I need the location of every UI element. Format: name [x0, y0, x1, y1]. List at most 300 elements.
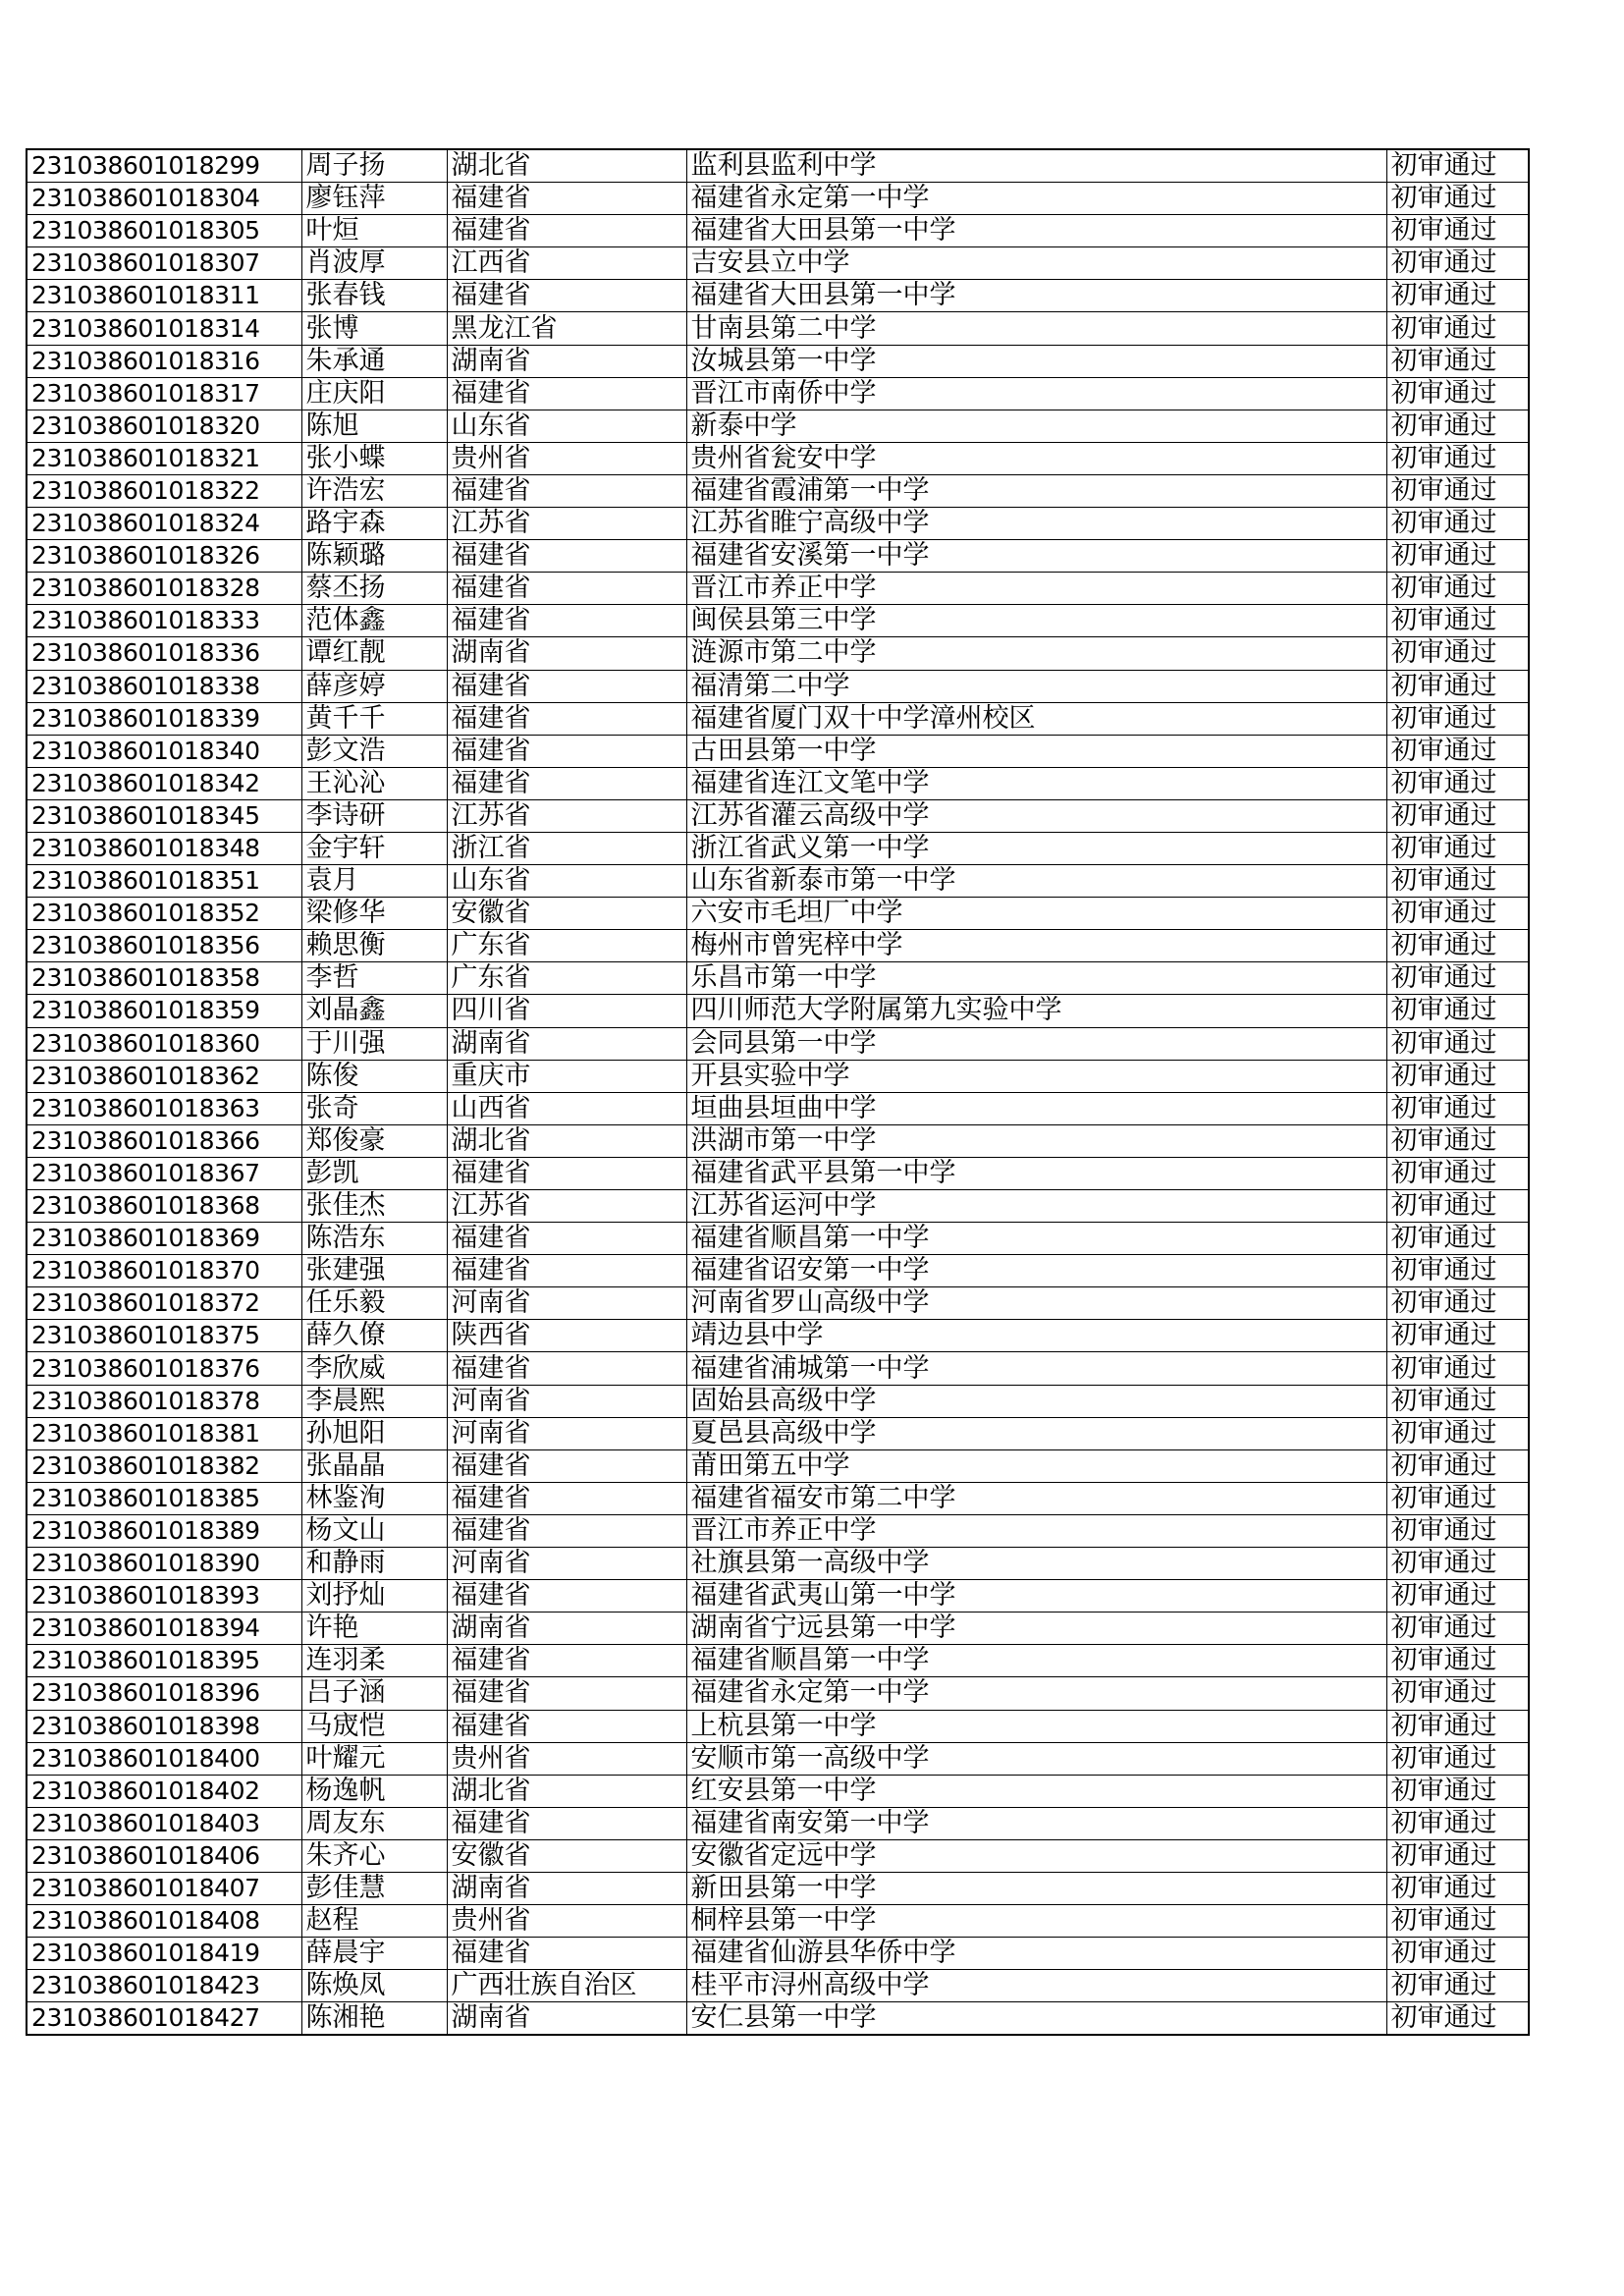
name-cell: 陈焕凤: [301, 1970, 447, 2002]
name-cell: 廖钰萍: [301, 183, 447, 215]
exam-id-cell: 231038601018321: [27, 442, 301, 474]
school-cell: 梅州市曾宪梓中学: [686, 930, 1386, 962]
name-cell: 袁月: [301, 865, 447, 898]
name-cell: 张小蝶: [301, 442, 447, 474]
table-row: [27, 1027, 1529, 1060]
exam-id-cell: 231038601018333: [27, 605, 301, 637]
status-cell: 初审通过: [1386, 1872, 1529, 1904]
school-cell: 固始县高级中学: [686, 1385, 1386, 1417]
table-row: [27, 474, 1529, 507]
status-cell: 初审通过: [1386, 410, 1529, 442]
name-cell: 金宇轩: [301, 832, 447, 864]
name-cell: 于川强: [301, 1027, 447, 1060]
exam-id-cell: 231038601018339: [27, 702, 301, 735]
province-cell: 湖北省: [447, 1775, 686, 1807]
school-cell: 晋江市养正中学: [686, 573, 1386, 605]
school-cell: 上杭县第一中学: [686, 1710, 1386, 1742]
table-row: [27, 930, 1529, 962]
exam-id-cell: 231038601018324: [27, 508, 301, 540]
school-cell: 湖南省宁远县第一中学: [686, 1613, 1386, 1645]
name-cell: 薛晨宇: [301, 1938, 447, 1970]
name-cell: 李晨熙: [301, 1385, 447, 1417]
status-cell: 初审通过: [1386, 735, 1529, 767]
table-row: [27, 183, 1529, 215]
name-cell: 李欣威: [301, 1352, 447, 1385]
exam-id-cell: 231038601018370: [27, 1255, 301, 1287]
status-cell: 初审通过: [1386, 1482, 1529, 1514]
province-cell: 四川省: [447, 995, 686, 1027]
table-row: [27, 149, 1529, 183]
name-cell: 吕子涵: [301, 1677, 447, 1710]
exam-id-cell: 231038601018400: [27, 1742, 301, 1775]
school-cell: 贵州省瓮安中学: [686, 442, 1386, 474]
exam-id-cell: 231038601018348: [27, 832, 301, 864]
status-cell: 初审通过: [1386, 1710, 1529, 1742]
province-cell: 福建省: [447, 1710, 686, 1742]
status-cell: 初审通过: [1386, 1255, 1529, 1287]
province-cell: 福建省: [447, 1807, 686, 1839]
province-cell: 山东省: [447, 410, 686, 442]
province-cell: 湖南省: [447, 1613, 686, 1645]
school-cell: 夏邑县高级中学: [686, 1417, 1386, 1449]
exam-id-cell: 231038601018362: [27, 1060, 301, 1092]
name-cell: 陈浩东: [301, 1223, 447, 1255]
province-cell: 安徽省: [447, 1839, 686, 1872]
name-cell: 许艳: [301, 1613, 447, 1645]
exam-id-cell: 231038601018419: [27, 1938, 301, 1970]
table-row: [27, 247, 1529, 280]
exam-id-cell: 231038601018376: [27, 1352, 301, 1385]
table-row: [27, 1060, 1529, 1092]
exam-id-cell: 231038601018398: [27, 1710, 301, 1742]
status-cell: 初审通过: [1386, 1417, 1529, 1449]
school-cell: 社旗县第一高级中学: [686, 1548, 1386, 1580]
exam-id-cell: 231038601018385: [27, 1482, 301, 1514]
school-cell: 福建省仙游县华侨中学: [686, 1938, 1386, 1970]
province-cell: 福建省: [447, 605, 686, 637]
exam-id-cell: 231038601018427: [27, 2002, 301, 2036]
name-cell: 林鉴洵: [301, 1482, 447, 1514]
status-cell: 初审通过: [1386, 1613, 1529, 1645]
name-cell: 王沁沁: [301, 767, 447, 799]
exam-id-cell: 231038601018375: [27, 1320, 301, 1352]
exam-id-cell: 231038601018382: [27, 1449, 301, 1482]
school-cell: 福建省南安第一中学: [686, 1807, 1386, 1839]
school-cell: 莆田第五中学: [686, 1449, 1386, 1482]
school-cell: 福建省霞浦第一中学: [686, 474, 1386, 507]
name-cell: 梁修华: [301, 898, 447, 930]
school-cell: 红安县第一中学: [686, 1775, 1386, 1807]
status-cell: 初审通过: [1386, 1580, 1529, 1613]
school-cell: 四川师范大学附属第九实验中学: [686, 995, 1386, 1027]
table-row: [27, 573, 1529, 605]
exam-id-cell: 231038601018369: [27, 1223, 301, 1255]
school-cell: 福建省连江文笔中学: [686, 767, 1386, 799]
school-cell: 闽侯县第三中学: [686, 605, 1386, 637]
school-cell: 河南省罗山高级中学: [686, 1287, 1386, 1320]
province-cell: 河南省: [447, 1287, 686, 1320]
exam-id-cell: 231038601018396: [27, 1677, 301, 1710]
name-cell: 彭凯: [301, 1157, 447, 1189]
table-row: [27, 1385, 1529, 1417]
province-cell: 福建省: [447, 1255, 686, 1287]
status-cell: 初审通过: [1386, 1352, 1529, 1385]
exam-id-cell: 231038601018299: [27, 149, 301, 183]
status-cell: 初审通过: [1386, 670, 1529, 702]
name-cell: 张奇: [301, 1092, 447, 1124]
table-row: [27, 1677, 1529, 1710]
province-cell: 陕西省: [447, 1320, 686, 1352]
table-row: [27, 280, 1529, 312]
table-row: [27, 1872, 1529, 1904]
school-cell: 福建省武夷山第一中学: [686, 1580, 1386, 1613]
results-table-body: [27, 149, 1529, 2035]
table-row: [27, 442, 1529, 474]
status-cell: 初审通过: [1386, 1124, 1529, 1157]
status-cell: 初审通过: [1386, 1839, 1529, 1872]
table-row: [27, 1839, 1529, 1872]
province-cell: 广西壮族自治区: [447, 1970, 686, 2002]
status-cell: 初审通过: [1386, 280, 1529, 312]
status-cell: 初审通过: [1386, 1970, 1529, 2002]
status-cell: 初审通过: [1386, 1157, 1529, 1189]
name-cell: 马宬恺: [301, 1710, 447, 1742]
province-cell: 福建省: [447, 702, 686, 735]
table-row: [27, 1548, 1529, 1580]
province-cell: 湖北省: [447, 1124, 686, 1157]
table-row: [27, 1255, 1529, 1287]
results-table: [26, 148, 1530, 2036]
table-row: [27, 1124, 1529, 1157]
school-cell: 桐梓县第一中学: [686, 1905, 1386, 1938]
exam-id-cell: 231038601018351: [27, 865, 301, 898]
name-cell: 周子扬: [301, 149, 447, 183]
table-row: [27, 1287, 1529, 1320]
table-row: [27, 1320, 1529, 1352]
table-row: [27, 1449, 1529, 1482]
exam-id-cell: 231038601018394: [27, 1613, 301, 1645]
exam-id-cell: 231038601018326: [27, 540, 301, 573]
table-row: [27, 1710, 1529, 1742]
school-cell: 汝城县第一中学: [686, 345, 1386, 377]
name-cell: 陈颖璐: [301, 540, 447, 573]
name-cell: 彭文浩: [301, 735, 447, 767]
province-cell: 福建省: [447, 1223, 686, 1255]
exam-id-cell: 231038601018407: [27, 1872, 301, 1904]
status-cell: 初审通过: [1386, 1677, 1529, 1710]
province-cell: 贵州省: [447, 1742, 686, 1775]
school-cell: 监利县监利中学: [686, 149, 1386, 183]
exam-id-cell: 231038601018368: [27, 1190, 301, 1223]
table-row: [27, 1775, 1529, 1807]
exam-id-cell: 231038601018316: [27, 345, 301, 377]
table-row: [27, 215, 1529, 247]
name-cell: 刘抒灿: [301, 1580, 447, 1613]
status-cell: 初审通过: [1386, 1742, 1529, 1775]
status-cell: 初审通过: [1386, 312, 1529, 345]
status-cell: 初审通过: [1386, 442, 1529, 474]
status-cell: 初审通过: [1386, 1223, 1529, 1255]
exam-id-cell: 231038601018372: [27, 1287, 301, 1320]
province-cell: 湖北省: [447, 149, 686, 183]
name-cell: 路宇森: [301, 508, 447, 540]
table-row: [27, 540, 1529, 573]
table-row: [27, 1417, 1529, 1449]
province-cell: 福建省: [447, 767, 686, 799]
name-cell: 陈湘艳: [301, 2002, 447, 2036]
province-cell: 福建省: [447, 573, 686, 605]
province-cell: 山东省: [447, 865, 686, 898]
status-cell: 初审通过: [1386, 767, 1529, 799]
status-cell: 初审通过: [1386, 474, 1529, 507]
name-cell: 张建强: [301, 1255, 447, 1287]
table-row: [27, 1938, 1529, 1970]
name-cell: 李哲: [301, 962, 447, 995]
exam-id-cell: 231038601018395: [27, 1645, 301, 1677]
status-cell: 初审通过: [1386, 1514, 1529, 1547]
school-cell: 开县实验中学: [686, 1060, 1386, 1092]
province-cell: 贵州省: [447, 442, 686, 474]
status-cell: 初审通过: [1386, 1548, 1529, 1580]
name-cell: 叶烜: [301, 215, 447, 247]
status-cell: 初审通过: [1386, 1449, 1529, 1482]
table-row: [27, 508, 1529, 540]
status-cell: 初审通过: [1386, 2002, 1529, 2036]
table-row: [27, 1807, 1529, 1839]
province-cell: 福建省: [447, 1938, 686, 1970]
province-cell: 福建省: [447, 670, 686, 702]
exam-id-cell: 231038601018356: [27, 930, 301, 962]
status-cell: 初审通过: [1386, 898, 1529, 930]
name-cell: 薛久僚: [301, 1320, 447, 1352]
name-cell: 张晶晶: [301, 1449, 447, 1482]
exam-id-cell: 231038601018336: [27, 637, 301, 670]
province-cell: 湖南省: [447, 2002, 686, 2036]
exam-id-cell: 231038601018390: [27, 1548, 301, 1580]
exam-id-cell: 231038601018359: [27, 995, 301, 1027]
exam-id-cell: 231038601018403: [27, 1807, 301, 1839]
status-cell: 初审通过: [1386, 149, 1529, 183]
exam-id-cell: 231038601018317: [27, 377, 301, 410]
exam-id-cell: 231038601018338: [27, 670, 301, 702]
school-cell: 会同县第一中学: [686, 1027, 1386, 1060]
province-cell: 湖南省: [447, 1027, 686, 1060]
exam-id-cell: 231038601018381: [27, 1417, 301, 1449]
name-cell: 杨逸帆: [301, 1775, 447, 1807]
province-cell: 河南省: [447, 1417, 686, 1449]
status-cell: 初审通过: [1386, 508, 1529, 540]
province-cell: 广东省: [447, 962, 686, 995]
province-cell: 湖南省: [447, 1872, 686, 1904]
table-row: [27, 670, 1529, 702]
school-cell: 新泰中学: [686, 410, 1386, 442]
school-cell: 江苏省运河中学: [686, 1190, 1386, 1223]
status-cell: 初审通过: [1386, 1287, 1529, 1320]
name-cell: 赖思衡: [301, 930, 447, 962]
province-cell: 福建省: [447, 735, 686, 767]
school-cell: 福建省厦门双十中学漳州校区: [686, 702, 1386, 735]
name-cell: 连羽柔: [301, 1645, 447, 1677]
name-cell: 任乐毅: [301, 1287, 447, 1320]
province-cell: 福建省: [447, 280, 686, 312]
status-cell: 初审通过: [1386, 865, 1529, 898]
province-cell: 福建省: [447, 540, 686, 573]
status-cell: 初审通过: [1386, 832, 1529, 864]
name-cell: 张佳杰: [301, 1190, 447, 1223]
table-row: [27, 345, 1529, 377]
status-cell: 初审通过: [1386, 637, 1529, 670]
exam-id-cell: 231038601018328: [27, 573, 301, 605]
table-row: [27, 312, 1529, 345]
name-cell: 范体鑫: [301, 605, 447, 637]
school-cell: 山东省新泰市第一中学: [686, 865, 1386, 898]
school-cell: 乐昌市第一中学: [686, 962, 1386, 995]
name-cell: 刘晶鑫: [301, 995, 447, 1027]
status-cell: 初审通过: [1386, 1645, 1529, 1677]
name-cell: 蔡丕扬: [301, 573, 447, 605]
status-cell: 初审通过: [1386, 1807, 1529, 1839]
table-row: [27, 832, 1529, 864]
province-cell: 福建省: [447, 1482, 686, 1514]
table-row: [27, 995, 1529, 1027]
school-cell: 江苏省灌云高级中学: [686, 799, 1386, 832]
school-cell: 福清第二中学: [686, 670, 1386, 702]
province-cell: 江苏省: [447, 799, 686, 832]
school-cell: 涟源市第二中学: [686, 637, 1386, 670]
exam-id-cell: 231038601018322: [27, 474, 301, 507]
table-row: [27, 1352, 1529, 1385]
province-cell: 福建省: [447, 1514, 686, 1547]
exam-id-cell: 231038601018363: [27, 1092, 301, 1124]
exam-id-cell: 231038601018402: [27, 1775, 301, 1807]
exam-id-cell: 231038601018352: [27, 898, 301, 930]
school-cell: 江苏省睢宁高级中学: [686, 508, 1386, 540]
province-cell: 山西省: [447, 1092, 686, 1124]
school-cell: 福建省浦城第一中学: [686, 1352, 1386, 1385]
school-cell: 洪湖市第一中学: [686, 1124, 1386, 1157]
province-cell: 河南省: [447, 1548, 686, 1580]
status-cell: 初审通过: [1386, 1320, 1529, 1352]
status-cell: 初审通过: [1386, 1385, 1529, 1417]
status-cell: 初审通过: [1386, 1190, 1529, 1223]
status-cell: 初审通过: [1386, 962, 1529, 995]
name-cell: 和静雨: [301, 1548, 447, 1580]
province-cell: 福建省: [447, 1580, 686, 1613]
province-cell: 福建省: [447, 1352, 686, 1385]
status-cell: 初审通过: [1386, 605, 1529, 637]
name-cell: 许浩宏: [301, 474, 447, 507]
exam-id-cell: 231038601018367: [27, 1157, 301, 1189]
school-cell: 福建省大田县第一中学: [686, 280, 1386, 312]
exam-id-cell: 231038601018311: [27, 280, 301, 312]
status-cell: 初审通过: [1386, 1905, 1529, 1938]
status-cell: 初审通过: [1386, 930, 1529, 962]
table-row: [27, 605, 1529, 637]
table-row: [27, 735, 1529, 767]
exam-id-cell: 231038601018408: [27, 1905, 301, 1938]
school-cell: 福建省武平县第一中学: [686, 1157, 1386, 1189]
name-cell: 肖波厚: [301, 247, 447, 280]
status-cell: 初审通过: [1386, 1027, 1529, 1060]
status-cell: 初审通过: [1386, 1775, 1529, 1807]
table-row: [27, 1223, 1529, 1255]
name-cell: 朱承通: [301, 345, 447, 377]
table-row: [27, 962, 1529, 995]
exam-id-cell: 231038601018358: [27, 962, 301, 995]
school-cell: 福建省顺昌第一中学: [686, 1223, 1386, 1255]
province-cell: 浙江省: [447, 832, 686, 864]
table-row: [27, 637, 1529, 670]
name-cell: 陈俊: [301, 1060, 447, 1092]
name-cell: 周友东: [301, 1807, 447, 1839]
exam-id-cell: 231038601018406: [27, 1839, 301, 1872]
school-cell: 浙江省武义第一中学: [686, 832, 1386, 864]
province-cell: 河南省: [447, 1385, 686, 1417]
name-cell: 朱齐心: [301, 1839, 447, 1872]
table-row: [27, 410, 1529, 442]
table-row: [27, 865, 1529, 898]
province-cell: 福建省: [447, 474, 686, 507]
province-cell: 福建省: [447, 1157, 686, 1189]
school-cell: 新田县第一中学: [686, 1872, 1386, 1904]
status-cell: 初审通过: [1386, 1060, 1529, 1092]
status-cell: 初审通过: [1386, 702, 1529, 735]
exam-id-cell: 231038601018320: [27, 410, 301, 442]
school-cell: 福建省诏安第一中学: [686, 1255, 1386, 1287]
province-cell: 福建省: [447, 1449, 686, 1482]
school-cell: 晋江市养正中学: [686, 1514, 1386, 1547]
school-cell: 古田县第一中学: [686, 735, 1386, 767]
status-cell: 初审通过: [1386, 799, 1529, 832]
table-row: [27, 1514, 1529, 1547]
exam-id-cell: 231038601018423: [27, 1970, 301, 2002]
table-row: [27, 2002, 1529, 2036]
province-cell: 福建省: [447, 1645, 686, 1677]
province-cell: 重庆市: [447, 1060, 686, 1092]
exam-id-cell: 231038601018314: [27, 312, 301, 345]
name-cell: 薛彦婷: [301, 670, 447, 702]
table-row: [27, 702, 1529, 735]
school-cell: 福建省大田县第一中学: [686, 215, 1386, 247]
exam-id-cell: 231038601018305: [27, 215, 301, 247]
name-cell: 杨文山: [301, 1514, 447, 1547]
school-cell: 吉安县立中学: [686, 247, 1386, 280]
table-row: [27, 1645, 1529, 1677]
status-cell: 初审通过: [1386, 540, 1529, 573]
school-cell: 福建省永定第一中学: [686, 183, 1386, 215]
exam-id-cell: 231038601018342: [27, 767, 301, 799]
status-cell: 初审通过: [1386, 377, 1529, 410]
exam-id-cell: 231038601018340: [27, 735, 301, 767]
exam-id-cell: 231038601018378: [27, 1385, 301, 1417]
province-cell: 江苏省: [447, 508, 686, 540]
exam-id-cell: 231038601018307: [27, 247, 301, 280]
exam-id-cell: 231038601018345: [27, 799, 301, 832]
name-cell: 赵程: [301, 1905, 447, 1938]
table-row: [27, 1580, 1529, 1613]
name-cell: 谭红靓: [301, 637, 447, 670]
table-row: [27, 1482, 1529, 1514]
status-cell: 初审通过: [1386, 247, 1529, 280]
table-row: [27, 1092, 1529, 1124]
exam-id-cell: 231038601018389: [27, 1514, 301, 1547]
table-row: [27, 1742, 1529, 1775]
school-cell: 桂平市浔州高级中学: [686, 1970, 1386, 2002]
school-cell: 垣曲县垣曲中学: [686, 1092, 1386, 1124]
table-row: [27, 1905, 1529, 1938]
table-row: [27, 1157, 1529, 1189]
name-cell: 叶耀元: [301, 1742, 447, 1775]
